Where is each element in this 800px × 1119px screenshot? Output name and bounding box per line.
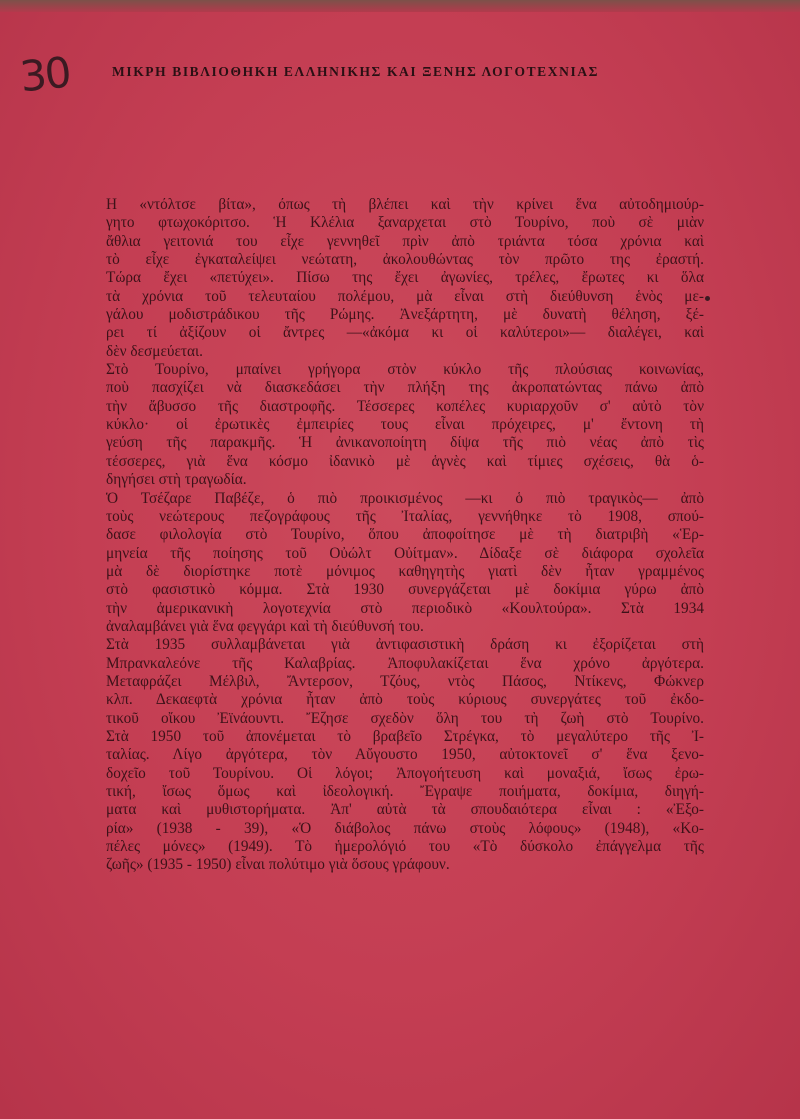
text-line: ἀναλαμβάνει γιὰ ἕνα φεγγάρι καὶ τὴ διεύθυνσή του. [106,617,424,635]
text-line: μηνεία τῆς ποίησης τοῦ Οὐώλτ Οὐίτμαν». Δίδαξε σὲ διάφορα σχολεῖα [106,544,704,562]
text-line: τικοῦ οἴκου Ἐϊνάουντι. Ἔζησε σχεδὸν ὅλη του τὴ ζωὴ στὸ Τουρίνο. [106,709,704,727]
paragraph [106,361,704,489]
text-line: ταλίας. Λίγο ἀργότερα, τὸν Αὔγουστο 1950, αὐτοκτονεῖ σ' ἕνα ξενο- [106,746,704,764]
text-line: δοχεῖο τοῦ Τουρίνου. Οἱ λόγοι; Ἀπογοήτευση καὶ μοναξιά, ἴσως ἐρω- [106,764,704,782]
text-line: πέλες μόνες» (1949). Τὸ ἡμερολόγιό του «Τὸ δύσκολο ἐπάγγελμα τῆς [106,838,704,856]
text-line: ρει τί ἀξίζουν οἱ ἄντρες —«ἀκόμα κι οἱ καλύτεροι»— διαλέγει, καὶ [106,324,704,342]
text-line: δὲν δεσμεύεται. [106,342,203,360]
text-line: Ὁ Τσέζαρε Παβέζε, ὁ πιὸ προικισμένος —κι ὁ πιὸ τραγικὸς— ἀπὸ [106,489,704,507]
text-line: στὸ φασιστικὸ κόμμα. Στὰ 1930 συνεργάζεται μὲ δοκίμια γύρω ἀπὸ [106,581,704,599]
text-line: Στὰ 1950 τοῦ ἀπονέμεται τὸ βραβεῖο Στρέγκα, τὸ μεγαλύτερο τῆς Ἰ- [106,727,704,745]
handwritten-number: 30 [17,47,72,102]
text-line: ποὺ πασχίζει νὰ διασκεδάσει τὴν πλήξη της ἀκροπατώντας πάνω ἀπὸ [106,379,704,397]
text-line: τὴν ἀμερικανικὴ λογοτεχνία στὸ περιοδικὸ «Κουλτούρα». Στὰ 1934 [106,599,704,617]
ink-dot [705,296,710,301]
text-line: τική, ἴσως ὅμως καὶ ἰδεολογική. Ἔγραψε ποιήματα, δοκίμια, διηγή- [106,783,704,800]
text-line: τὸ εἶχε ἐγκαταλείψει νεώτατη, ἀκολουθώντας τὸν πρῶτο της ἐραστή. [106,251,704,269]
text-line: Τώρα ἔχει «πετύχει». Πίσω της ἔχει ἀγωνίες, τρέλες, ἔρωτες κι ὅλα [106,269,704,287]
text-line: ρία» (1938 - 39), «Ὁ διάβολος πάνω στοὺς λόφους» (1948), «Κο- [106,819,704,837]
paragraph [106,196,704,361]
text-line: τὴν ἄβυσσο τῆς διαστροφῆς. Τέσσερες κοπέλες κυριαρχοῦν σ' αὐτὸ τὸν [106,397,704,415]
text-line: γητο φτωχοκόριτσο. Ἡ Κλέλια ξαναρχεται στὸ Τουρίνο, ποὺ σὲ μιὰν [106,214,704,232]
paragraph [106,490,704,637]
text-line: κλπ. Δεκαεφτὰ χρόνια ἦταν ἀπὸ τοὺς κύριους συνεργάτες τοῦ ἐκδο- [106,691,704,709]
text-line: Η «ντόλτσε βίτα», όπως τὴ βλέπει καὶ τὴν κρίνει ἕνα αὐτοδημιούρ- [106,196,704,213]
text-line: τοὺς νεώτερους πεζογράφους τῆς Ἰταλίας, γεννήθηκε τὸ 1908, σπού- [106,507,704,525]
paragraph [106,636,704,874]
text-line: ἄθλια γειτονιά του εἶχε γεννηθεῖ πρὶν ἀπὸ τριάντα τόσα χρόνια καὶ [106,232,704,250]
text-line: ζωῆς» (1935 - 1950) εἶναι πολύτιμο γιὰ ὅσους γράφουν. [106,856,450,874]
series-title: ΜΙΚΡΗ ΒΙΒΛΙΟΘΗΚΗ ΕΛΛΗΝΙΚΗΣ ΚΑΙ ΞΕΝΗΣ ΛΟΓΟΤΕΧΝΙΑΣ [112,64,600,79]
text-line: Μεταφράζει Μέλβιλ, Ἄντερσον, Τζόυς, ντὸς Πάσος, Ντίκενς, Φώκνερ [106,672,704,690]
text-line: Στὰ 1935 συλλαμβάνεται γιὰ ἀντιφασιστικὴ δράση κι ἐξορίζεται στὴ [106,636,704,654]
text-line: τέσσερες, γιὰ ἕνα κόσμο ἰδανικὸ μὲ ἁγνὲς καὶ τίμιες σχέσεις, θὰ ὁ- [106,452,704,470]
text-line: ματα καὶ μυθιστορήματα. Ἀπ' αὐτὰ τὰ σπουδαιότερα εἶναι : «Ἐξο- [106,801,704,819]
text-line: Μπρανκαλεόνε τῆς Καλαβρίας. Ἀποφυλακίζεται ἕνα χρόνο ἀργότερα. [106,654,704,672]
blurb-text [106,196,704,875]
text-line: κύκλο· οἱ ἐρωτικὲς ἐμπειρίες τους εἶναι πρόχειρες, μ' ἔντονη τὴ [106,416,704,434]
text-line: γάλου μοδιστράδικου τῆς Ρώμης. Ἀνεξάρτητη, μὲ δυνατὴ θέληση, ξέ- [106,306,704,324]
text-line: Στὸ Τουρίνο, μπαίνει γρήγορα στὸν κύκλο τῆς πλούσιας κοινωνίας, [106,361,704,379]
scan-edge [0,0,800,12]
text-line: δηγήσει στὴ τραγωδία. [106,471,247,489]
text-line: γεύση τῆς παρακμῆς. Ἡ ἀνικανοποίητη δίψα τῆς πιὸ νέας ἀπὸ τὶς [106,434,704,452]
text-line: δασε φιλολογία στὸ Τουρίνο, ὅπου ἀποφοίτησε μὲ τὴ διατριβὴ «Ἑρ- [106,526,704,544]
text-line: τὰ χρόνια τοῦ τελευταίου πολέμου, μὰ εἶναι στὴ διεύθυνση ἑνὸς με- [106,287,704,305]
text-line: μὰ δὲ διορίστηκε ποτὲ μόνιμος καθηγητὴς γιατὶ δὲν ἦταν γραμμένος [106,562,704,580]
